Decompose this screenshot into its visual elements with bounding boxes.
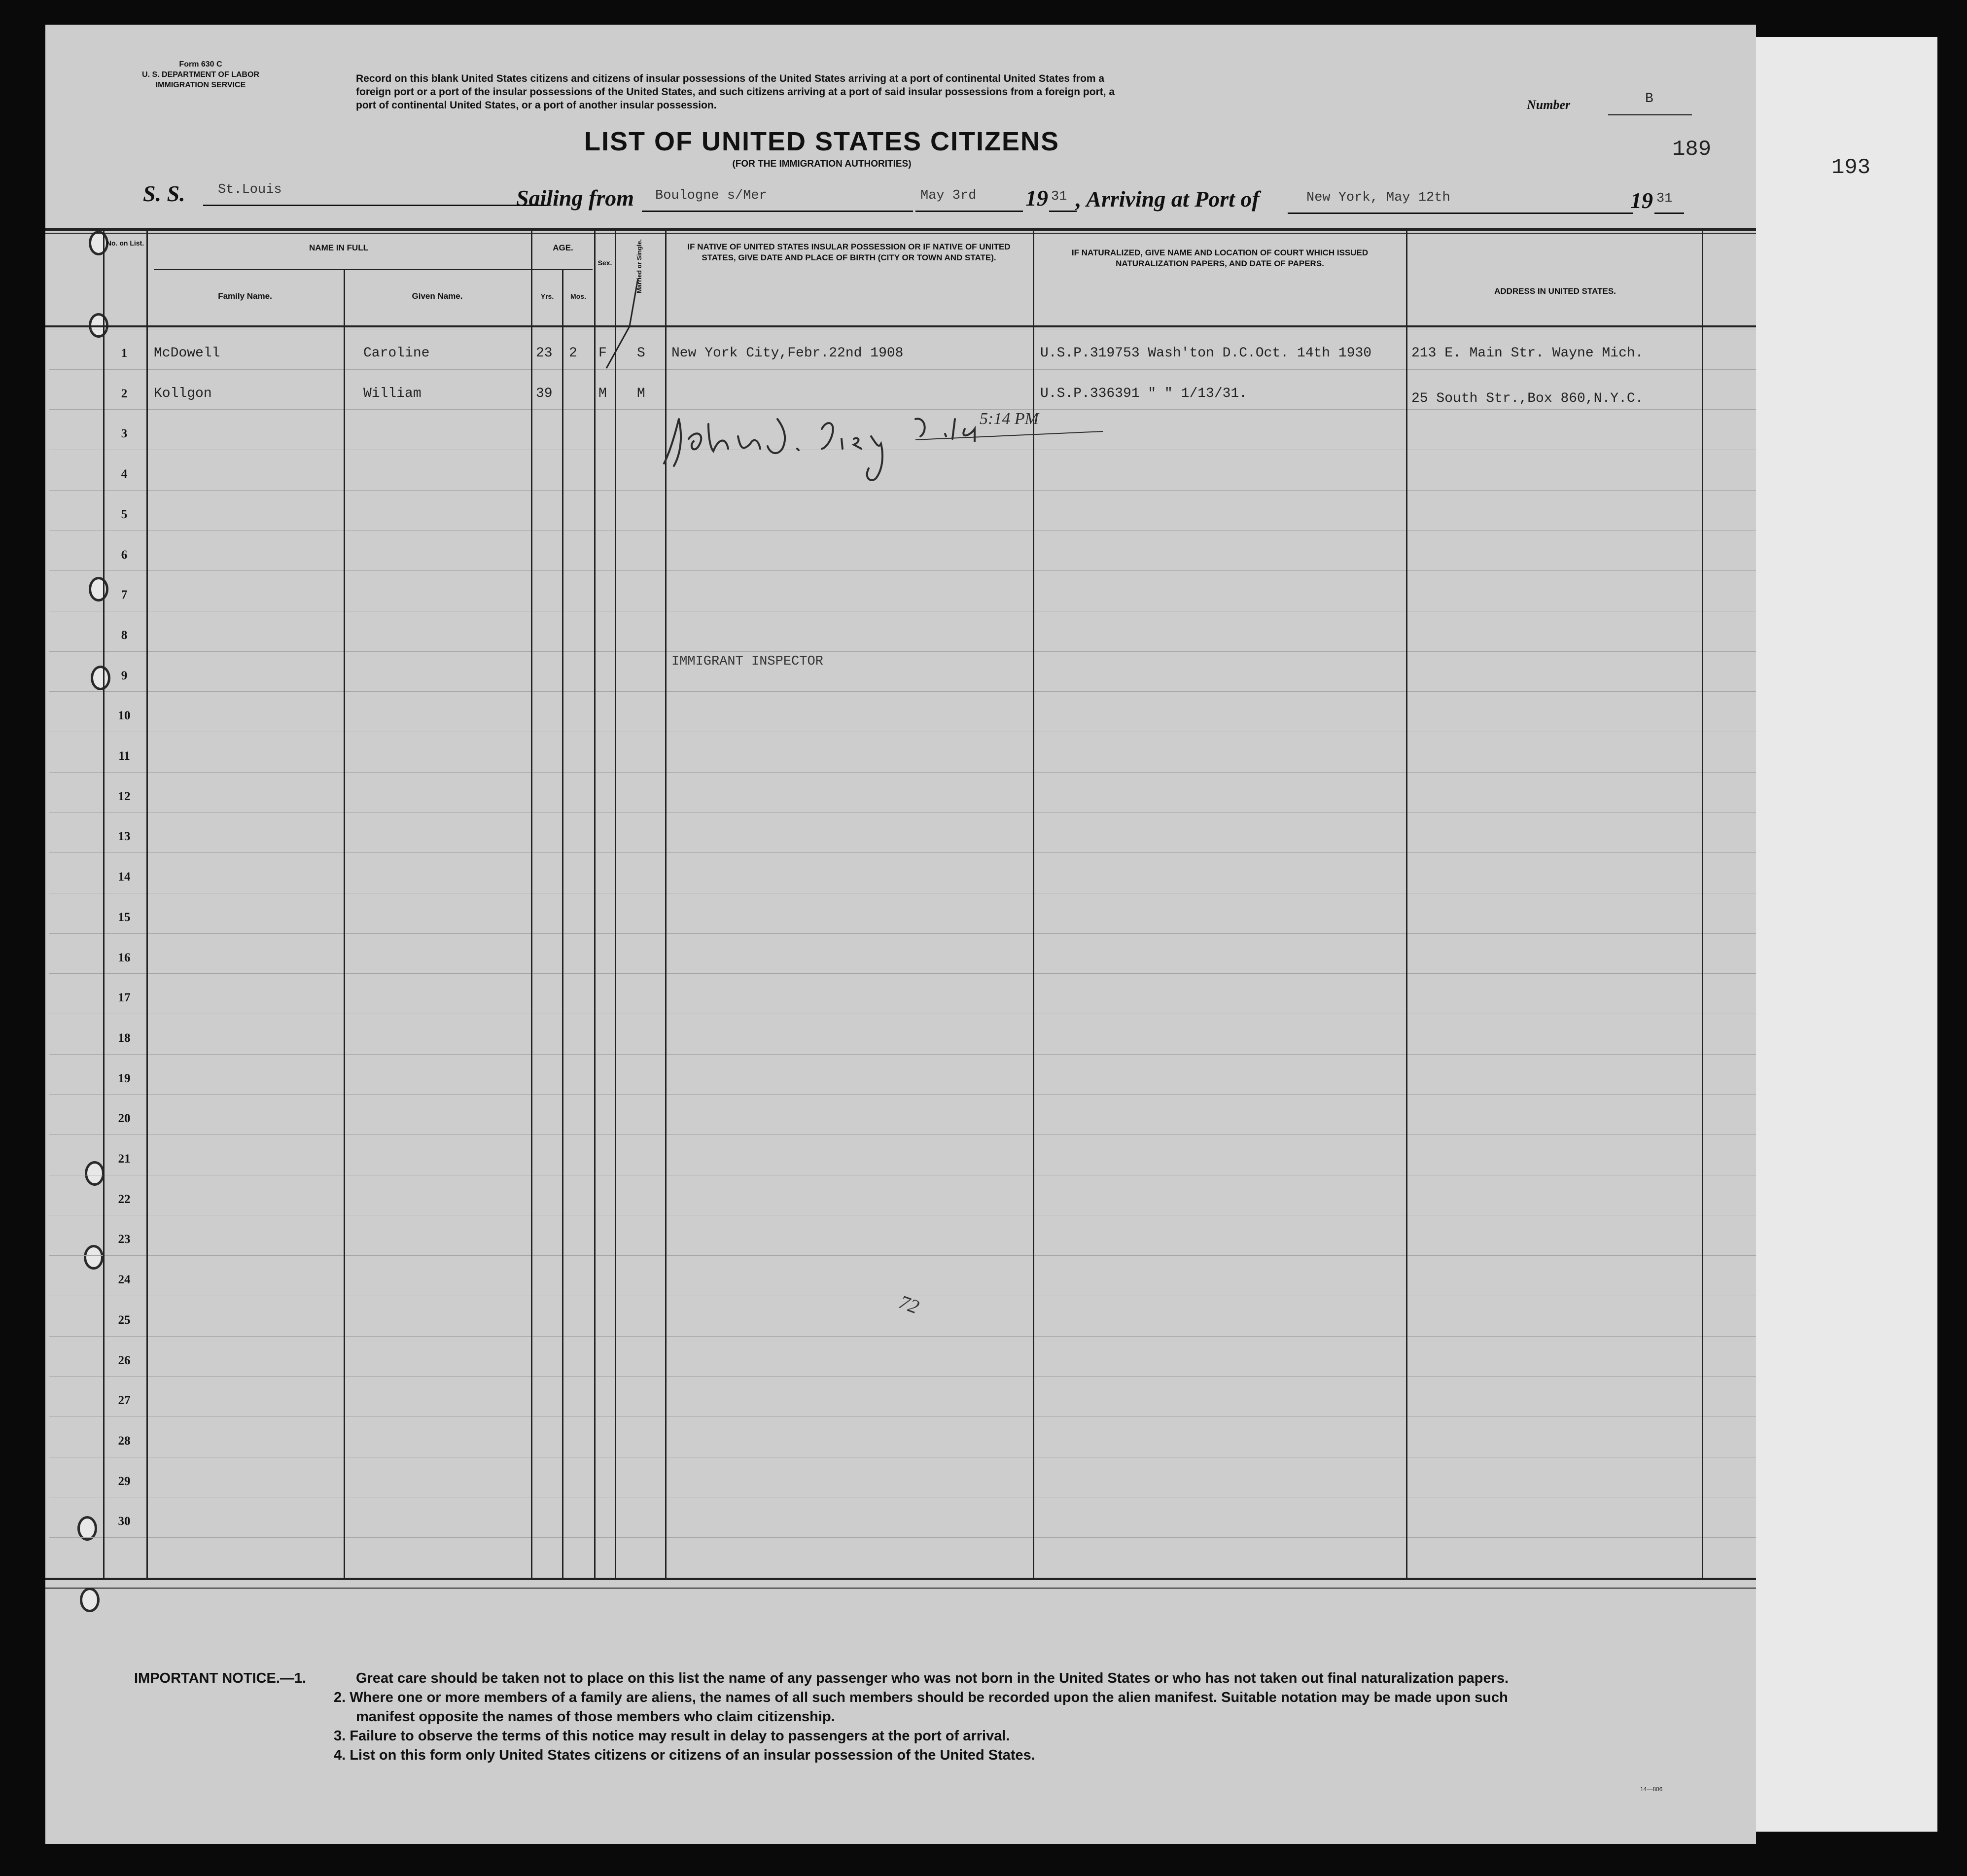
notice-item: 4. List on this form only United States citizens or citizens of an insular possession of the United States. <box>334 1747 1035 1763</box>
row-number: 13 <box>118 830 131 843</box>
row-number: 3 <box>121 427 128 440</box>
cell-yrs: 23 <box>536 346 553 361</box>
arriving-port-underline <box>1288 212 1633 214</box>
column-divider <box>562 269 563 1580</box>
age-column-checkmark <box>602 275 642 373</box>
arriving-year-prefix: 19 <box>1630 188 1653 213</box>
document-title: LIST OF UNITED STATES CITIZENS <box>584 127 1059 156</box>
sailing-from-underline <box>642 211 913 212</box>
row-rule <box>49 852 1756 853</box>
cell-given: Caroline <box>363 346 430 361</box>
cell-birth: New York City,Febr.22nd 1908 <box>671 346 904 361</box>
notice-item: manifest opposite the names of those members who claim citizenship. <box>356 1709 835 1725</box>
cell-naturalized: U.S.P.336391 " " 1/13/31. <box>1040 386 1248 401</box>
column-divider <box>1702 228 1703 1580</box>
row-number: 12 <box>118 790 131 803</box>
sailing-date-underline <box>915 211 1023 212</box>
background-page-number: 193 <box>1831 155 1871 180</box>
row-number: 22 <box>118 1193 131 1206</box>
row-rule <box>49 1054 1756 1055</box>
header-mos: Mos. <box>570 292 586 300</box>
row-rule <box>49 1416 1756 1417</box>
row-number: 1 <box>121 347 128 360</box>
table-top-rule <box>45 228 1756 231</box>
service-name: IMMIGRATION SERVICE <box>155 81 246 89</box>
cell-marital: S <box>637 346 645 361</box>
row-number: 23 <box>118 1233 131 1246</box>
header-sex: Sex. <box>597 259 612 267</box>
department-name: U. S. DEPARTMENT OF LABOR <box>142 71 259 79</box>
arriving-label: , Arriving at Port of <box>1076 186 1260 212</box>
row-number: 17 <box>118 991 131 1004</box>
column-divider <box>594 228 596 1580</box>
cell-family: McDowell <box>154 346 220 361</box>
row-rule <box>49 490 1756 491</box>
table-bottom-rule <box>45 1578 1756 1580</box>
number-value: B <box>1645 91 1653 106</box>
cell-family: Kollgon <box>154 386 212 401</box>
row-rule <box>49 369 1756 370</box>
row-rule <box>49 1255 1756 1256</box>
column-divider <box>1406 228 1407 1580</box>
row-number: 18 <box>118 1031 131 1045</box>
row-rule <box>49 772 1756 773</box>
row-rule <box>49 812 1756 813</box>
notice-heading: IMPORTANT NOTICE.—1. <box>134 1670 307 1686</box>
number-underline <box>1608 114 1692 115</box>
header-given-name: Given Name. <box>412 291 463 301</box>
row-number: 19 <box>118 1072 131 1085</box>
cell-yrs: 39 <box>536 386 553 401</box>
row-rule <box>49 651 1756 652</box>
row-number: 9 <box>121 669 128 682</box>
inspector-label: IMMIGRANT INSPECTOR <box>671 654 823 669</box>
notice-item: 3. Failure to observe the terms of this notice may result in delay to passengers at the port of arrival. <box>334 1728 1010 1744</box>
sailing-date: May 3rd <box>920 188 977 203</box>
cell-marital: M <box>637 386 645 401</box>
row-rule <box>49 691 1756 692</box>
document-subtitle: (FOR THE IMMIGRATION AUTHORITIES) <box>732 159 912 169</box>
row-rule <box>49 1134 1756 1135</box>
row-number: 4 <box>121 467 128 481</box>
header-subdivider <box>154 269 593 270</box>
notice-item: 2. Where one or more members of a family are aliens, the names of all such members should be recorded upon the alien manifest. Suitable notation may be made upon such <box>334 1690 1508 1705</box>
header-family-name: Family Name. <box>218 291 272 301</box>
row-number: 14 <box>118 870 131 884</box>
form-number: Form 630 C <box>179 60 222 69</box>
row-number: 20 <box>118 1112 131 1125</box>
row-rule <box>49 933 1756 934</box>
column-divider <box>531 228 532 1580</box>
sailing-year: 31 <box>1051 189 1067 204</box>
footer-code: 14—806 <box>1640 1786 1663 1793</box>
manifest-sheet <box>45 25 1756 1844</box>
header-married-or-single: Married or Single. <box>635 239 643 293</box>
header-name-in-full: NAME IN FULL <box>309 243 368 252</box>
header-age: AGE. <box>553 243 573 252</box>
number-label: Number <box>1527 98 1571 112</box>
cell-address: 25 South Str.,Box 860,N.Y.C. <box>1411 391 1644 406</box>
table-bottom-rule-thin <box>45 1588 1756 1589</box>
row-rule <box>49 1376 1756 1377</box>
row-number: 24 <box>118 1273 131 1286</box>
table-top-rule-thin <box>45 233 1756 234</box>
ship-underline <box>203 205 548 206</box>
row-number: 7 <box>121 588 128 602</box>
row-rule <box>49 1094 1756 1095</box>
cell-sex: M <box>598 386 607 401</box>
row-number: 16 <box>118 951 131 964</box>
cell-sex: F <box>598 346 607 361</box>
row-number: 11 <box>118 749 130 763</box>
row-number: 8 <box>121 629 128 642</box>
row-number: 5 <box>121 508 128 521</box>
row-rule <box>49 1336 1756 1337</box>
row-number: 25 <box>118 1313 131 1327</box>
row-number: 30 <box>118 1515 131 1528</box>
row-number: 2 <box>121 387 128 400</box>
header-yrs: Yrs. <box>540 292 554 300</box>
row-number: 21 <box>118 1152 131 1166</box>
column-divider <box>615 228 616 1580</box>
row-number: 15 <box>118 911 131 924</box>
signature-time: 5:14 PM <box>980 410 1039 428</box>
arriving-year-underline <box>1654 212 1684 214</box>
passenger-table <box>45 228 1756 1611</box>
intro-line: port of continental United States, or a port of another insular possession. <box>356 100 717 111</box>
ss-label: S. S. <box>143 181 185 206</box>
arriving-port: New York, May 12th <box>1306 190 1450 205</box>
intro-line: Record on this blank United States citizens and citizens of insular possessions of the United States arriving at a port of continental United States from a <box>356 73 1105 84</box>
sailing-year-prefix: 19 <box>1025 185 1048 211</box>
row-number: 6 <box>121 548 128 562</box>
column-divider <box>146 228 148 1580</box>
cell-mos: 2 <box>569 346 577 361</box>
form-identifier <box>95 59 307 90</box>
header-naturalized: IF NATURALIZED, GIVE NAME AND LOCATION OF COURT WHICH ISSUED NATURALIZATION PAPERS, AND DATE OF PAPERS. <box>1071 248 1369 268</box>
row-rule <box>49 973 1756 974</box>
inspector-signature <box>659 409 1123 483</box>
arriving-year: 31 <box>1656 191 1673 206</box>
row-number: 10 <box>118 709 131 722</box>
header-birth: IF NATIVE OF UNITED STATES INSULAR POSSESSION OR IF NATIVE OF UNITED STATES, GIVE DATE AND PLACE OF BIRTH (CITY OR TOWN AND STATE). <box>687 242 1011 262</box>
row-number: 28 <box>118 1434 131 1448</box>
cell-address: 213 E. Main Str. Wayne Mich. <box>1411 346 1644 361</box>
stamp-number: 72 <box>896 1290 922 1318</box>
row-number: 29 <box>118 1475 131 1488</box>
column-divider <box>103 228 105 1580</box>
row-rule <box>49 570 1756 571</box>
intro-line: foreign port or a port of the insular possessions of the United States, and such citizens arriving at a port of said insular possessions from a foreign port, a <box>356 86 1115 98</box>
notice-item: Great care should be taken not to place on this list the name of any passenger who was not born in the United States or who has not taken out final naturalization papers. <box>356 1670 1509 1686</box>
cell-given: William <box>363 386 422 401</box>
sailing-label: Sailing from <box>516 185 634 211</box>
ship-name: St.Louis <box>218 182 282 197</box>
sailing-year-underline <box>1049 211 1077 212</box>
row-number: 26 <box>118 1354 131 1367</box>
row-number: 27 <box>118 1394 131 1407</box>
row-rule <box>49 1537 1756 1538</box>
cell-naturalized: U.S.P.319753 Wash'ton D.C.Oct. 14th 1930 <box>1040 346 1372 361</box>
page-number: 189 <box>1672 137 1712 162</box>
column-divider <box>344 269 345 1580</box>
intro-text <box>356 72 1505 112</box>
header-bottom-rule <box>45 325 1756 327</box>
header-no-on-list: No. on List. <box>106 239 144 247</box>
header-address: ADDRESS IN UNITED STATES. <box>1494 286 1616 296</box>
sailing-from: Boulogne s/Mer <box>655 188 767 203</box>
